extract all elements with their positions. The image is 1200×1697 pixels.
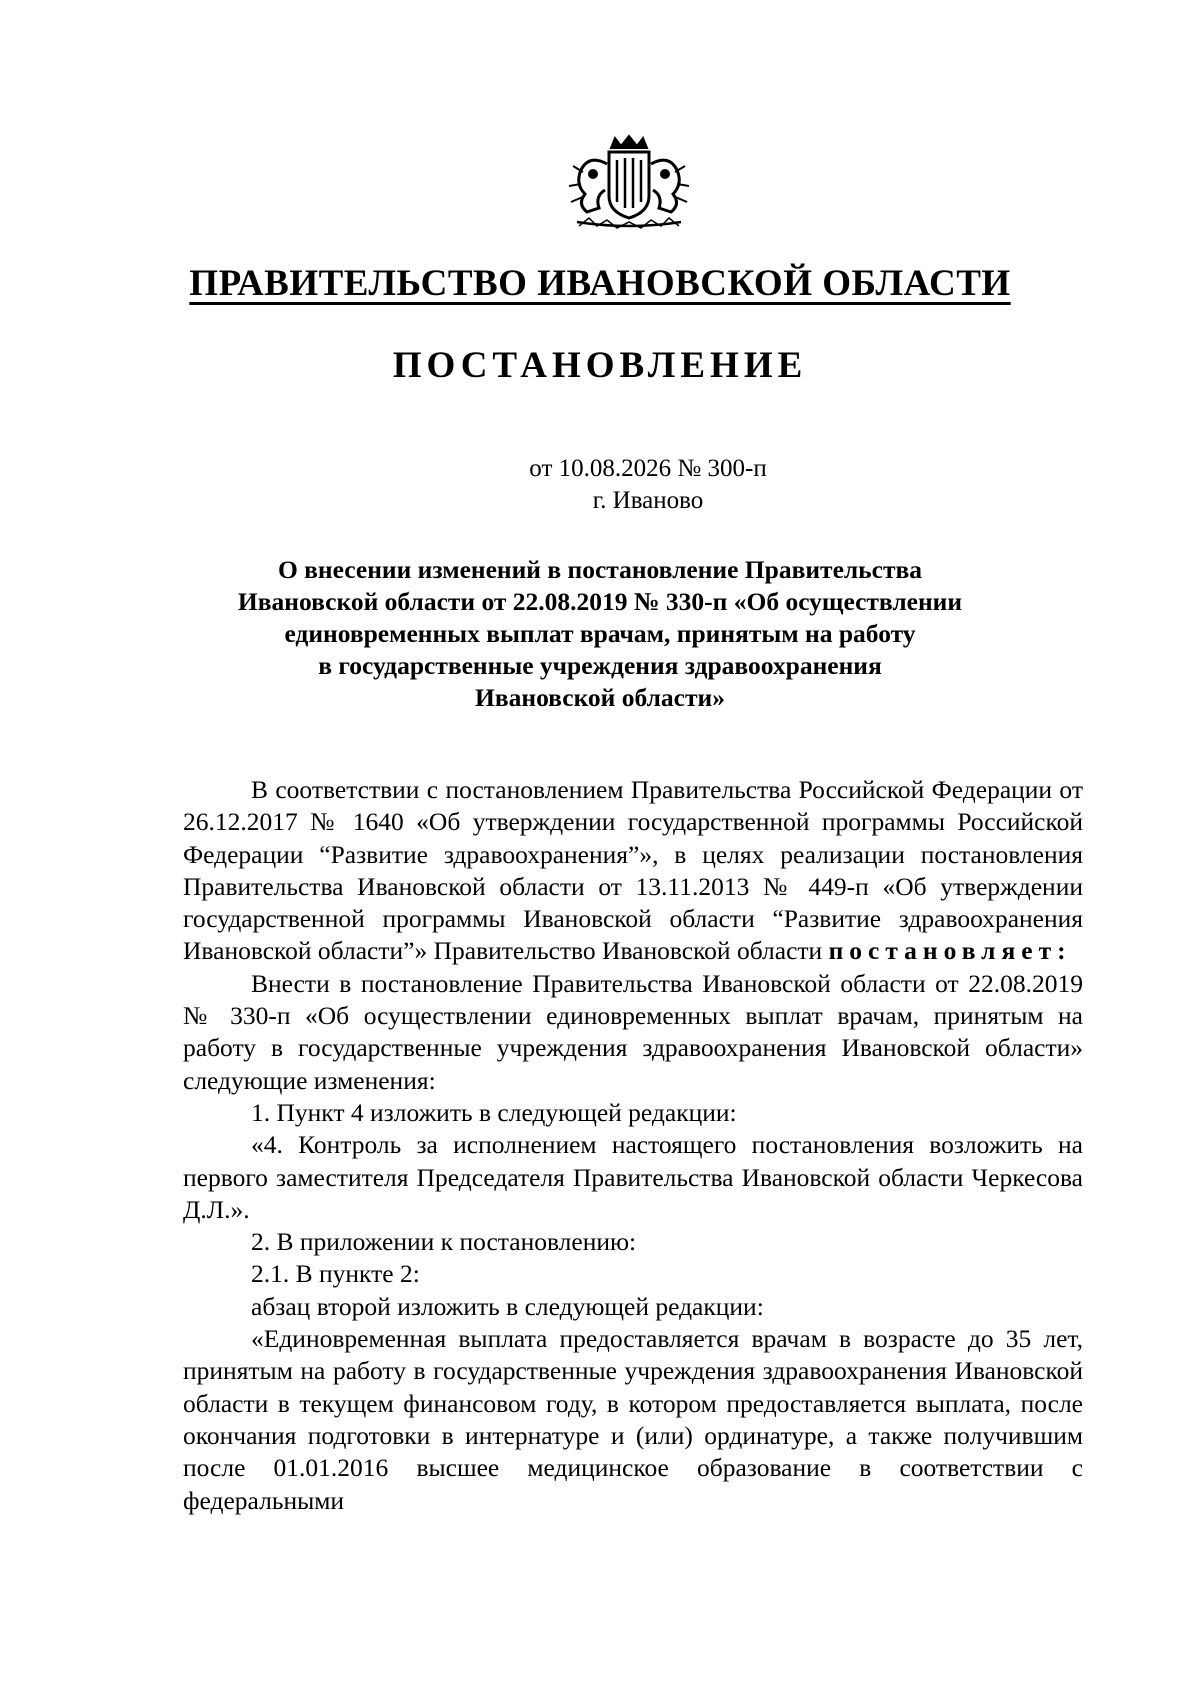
- body-paragraph: абзац второй изложить в следующей редакции:: [251, 1291, 764, 1321]
- subject-line: единовременных выплат врачам, принятым на работу: [284, 619, 916, 648]
- body-paragraph: «4. Контроль за исполнением настоящего постановления возложить на первого заместителя Председателя Правительства Ивановской области Черкесова Д.Л.».: [183, 1130, 1083, 1224]
- date-number: от 10.08.2026 № 300-п: [529, 455, 767, 482]
- document-body: [183, 774, 1083, 1517]
- document-meta: [0, 453, 1200, 517]
- body-paragraph: «Единовременная выплата предоставляется врачам в возрасте до 35 лет, принятым на работу в государственные учреждения здравоохранения Ивановской области в текущем финансовом году, в котором предоставляется выплата, после окончания подготовки в интернатуре и (или) ординатуре, а также получившим после 01.01.2016 высшее медицинское образование в соответствии с федеральными: [183, 1324, 1083, 1515]
- document-type: ПОСТАНОВЛЕНИЕ: [392, 345, 808, 386]
- decree-word: постановляет:: [828, 936, 1072, 966]
- subject-line: Ивановской области»: [475, 683, 725, 712]
- subject-line: О внесении изменений в постановление Правительства: [277, 555, 923, 584]
- preamble-text: В соответствии с постановлением Правительства Российской Федерации от 26.12.2017 № 1640 «Об утверждении государственной программы Российской Федерации “Развитие здравоохранения”», в целях реализации постановления Правительства Ивановской области от 13.11.2013 № 449-п «Об утверждении государственной программы Ивановской области “Развитие здравоохранения Ивановской области”» Правительство Ивановской области: [183, 775, 1083, 966]
- organization-title: ПРАВИТЕЛЬСТВО ИВАНОВСКОЙ ОБЛАСТИ: [189, 263, 1011, 304]
- city: г. Иваново: [592, 487, 704, 514]
- body-paragraph: 1. Пункт 4 изложить в следующей редакции:: [251, 1097, 737, 1127]
- body-paragraph: Внести в постановление Правительства Ивановской области от 22.08.2019 № 330-п «Об осуществлении единовременных выплат врачам, принятым на работу в государственные учреждения здравоохранения Ивановской области» следующие изменения:: [183, 968, 1083, 1095]
- subject-line: в государственные учреждения здравоохранения: [318, 651, 882, 680]
- body-paragraph: 2. В приложении к постановлению:: [251, 1227, 637, 1257]
- subject-line: Ивановской области от 22.08.2019 № 330-п «Об осуществлении: [237, 587, 963, 616]
- document-subject: [190, 554, 1010, 714]
- coat-of-arms-icon: [559, 134, 699, 234]
- body-paragraph: 2.1. В пункте 2:: [251, 1259, 420, 1289]
- preamble-paragraph: [183, 774, 1083, 968]
